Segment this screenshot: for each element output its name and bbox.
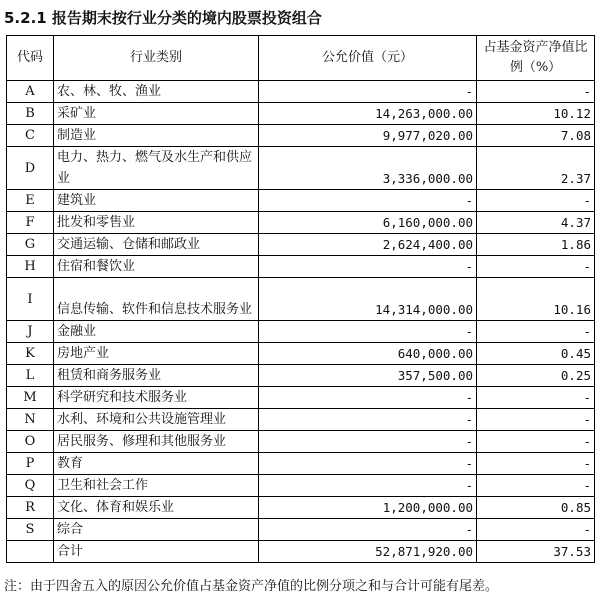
row-ratio: - [477,453,595,475]
row-fair-value: - [259,190,477,212]
row-ratio: 10.12 [477,103,595,125]
header-fair-value: 公允价值（元） [259,36,477,81]
table-row [7,212,595,234]
section-heading: 5.2.1 报告期末按行业分类的境内股票投资组合 [4,9,322,27]
row-industry: 采矿业 [54,103,259,125]
row-industry: 租赁和商务服务业 [54,365,259,387]
row-code: H [7,256,54,278]
row-code: M [7,387,54,409]
row-fair-value: 9,977,020.00 [259,125,477,147]
row-ratio: - [477,81,595,103]
row-code: S [7,519,54,541]
table-row [7,497,595,519]
table-row [7,387,595,409]
row-code: Q [7,475,54,497]
header-ratio: 占基金资产净值比例（%） [477,36,595,81]
row-fair-value: - [259,321,477,343]
row-ratio: 1.86 [477,234,595,256]
row-ratio: 0.85 [477,497,595,519]
row-ratio: - [477,190,595,212]
table-row [7,431,595,453]
row-code: P [7,453,54,475]
row-fair-value: 640,000.00 [259,343,477,365]
footnote: 注：由于四舍五入的原因公允价值占基金资产净值的比例分项之和与合计可能有尾差。 [4,579,499,594]
row-industry: 房地产业 [54,343,259,365]
row-fair-value: - [259,431,477,453]
row-industry: 制造业 [54,125,259,147]
row-fair-value: - [259,475,477,497]
row-fair-value: - [259,387,477,409]
row-ratio: - [477,256,595,278]
row-code: R [7,497,54,519]
table-row [7,81,595,103]
table-row [7,190,595,212]
row-industry: 卫生和社会工作 [54,475,259,497]
row-code: G [7,234,54,256]
row-ratio: 10.16 [477,278,595,321]
total-code [7,541,54,563]
table-row [7,103,595,125]
row-industry: 建筑业 [54,190,259,212]
row-ratio: - [477,519,595,541]
table-row [7,409,595,431]
row-industry: 科学研究和技术服务业 [54,387,259,409]
row-ratio: 4.37 [477,212,595,234]
total-fair-value: 52,871,920.00 [259,541,477,563]
total-label: 合计 [54,541,259,563]
table-row [7,234,595,256]
row-fair-value: 2,624,400.00 [259,234,477,256]
table-row [7,343,595,365]
row-code: K [7,343,54,365]
row-industry: 住宿和餐饮业 [54,256,259,278]
row-fair-value: 14,263,000.00 [259,103,477,125]
row-industry: 文化、体育和娱乐业 [54,497,259,519]
table-row [7,453,595,475]
total-row [7,541,595,563]
row-ratio: 0.45 [477,343,595,365]
row-ratio: - [477,321,595,343]
row-industry: 居民服务、修理和其他服务业 [54,431,259,453]
row-fair-value: 1,200,000.00 [259,497,477,519]
row-fair-value: 3,336,000.00 [259,147,477,190]
row-code: N [7,409,54,431]
row-industry: 批发和零售业 [54,212,259,234]
row-ratio: 0.25 [477,365,595,387]
table-header-row [7,36,595,81]
row-fair-value: 357,500.00 [259,365,477,387]
row-ratio: - [477,431,595,453]
table-row [7,147,595,190]
table-row [7,519,595,541]
row-industry: 农、林、牧、渔业 [54,81,259,103]
row-industry: 交通运输、仓储和邮政业 [54,234,259,256]
total-ratio: 37.53 [477,541,595,563]
row-ratio: - [477,475,595,497]
row-code: A [7,81,54,103]
row-code: D [7,147,54,190]
row-code: I [7,278,54,321]
table-row [7,365,595,387]
table-body [7,81,595,563]
header-industry: 行业类别 [54,36,259,81]
row-fair-value: - [259,81,477,103]
row-code: E [7,190,54,212]
row-fair-value: - [259,409,477,431]
row-code: B [7,103,54,125]
row-industry: 金融业 [54,321,259,343]
row-code: L [7,365,54,387]
header-code: 代码 [7,36,54,81]
row-ratio: - [477,409,595,431]
table-row [7,475,595,497]
row-fair-value: 14,314,000.00 [259,278,477,321]
table-row [7,256,595,278]
row-code: C [7,125,54,147]
row-industry: 综合 [54,519,259,541]
row-industry: 教育 [54,453,259,475]
row-fair-value: 6,160,000.00 [259,212,477,234]
row-code: O [7,431,54,453]
row-industry: 水利、环境和公共设施管理业 [54,409,259,431]
row-industry: 电力、热力、燃气及水生产和供应业 [54,147,259,190]
table-row [7,278,595,321]
row-ratio: 2.37 [477,147,595,190]
table-row [7,125,595,147]
row-fair-value: - [259,256,477,278]
row-code: J [7,321,54,343]
row-code: F [7,212,54,234]
table-row [7,321,595,343]
row-industry: 信息传输、软件和信息技术服务业 [54,278,259,321]
row-fair-value: - [259,453,477,475]
row-ratio: 7.08 [477,125,595,147]
industry-portfolio-table [6,35,595,563]
row-ratio: - [477,387,595,409]
row-fair-value: - [259,519,477,541]
